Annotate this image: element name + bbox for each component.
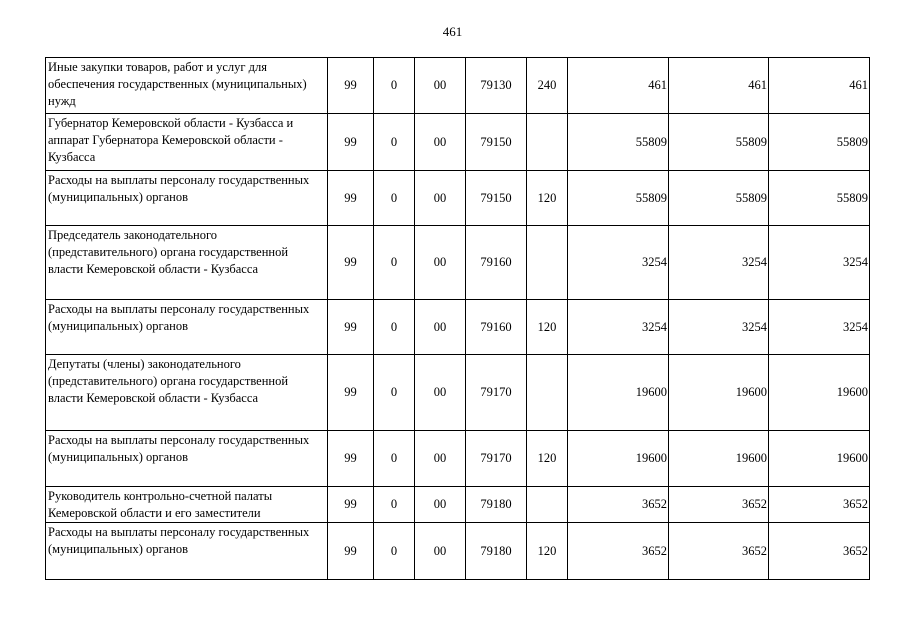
code-cell: 79160 (466, 300, 527, 355)
code-cell: 00 (415, 226, 466, 300)
row-name-cell: Руководитель контрольно-счетной палаты Кемеровской области и его заместители (46, 487, 328, 523)
code-cell: 99 (328, 226, 374, 300)
amount-cell: 461 (769, 58, 870, 114)
budget-table (45, 57, 870, 580)
code-cell: 79180 (466, 487, 527, 523)
amount-cell: 19600 (669, 431, 769, 487)
code-cell: 0 (374, 226, 415, 300)
row-name-cell: Депутаты (члены) законодательного (представительного) органа государственной власти Кемеровской области - Кузбасса (46, 355, 328, 431)
code-cell: 240 (527, 58, 568, 114)
table-row (46, 58, 870, 114)
code-cell: 0 (374, 487, 415, 523)
code-cell: 0 (374, 58, 415, 114)
amount-cell: 19600 (769, 355, 870, 431)
code-cell: 00 (415, 355, 466, 431)
code-cell: 79150 (466, 171, 527, 226)
row-name-cell: Расходы на выплаты персоналу государственных (муниципальных) органов (46, 523, 328, 580)
code-cell: 0 (374, 300, 415, 355)
code-cell: 00 (415, 487, 466, 523)
code-cell: 79150 (466, 114, 527, 171)
code-cell: 0 (374, 355, 415, 431)
row-name-cell: Председатель законодательного (представительного) органа государственной власти Кемеровской области - Кузбасса (46, 226, 328, 300)
amount-cell: 3254 (669, 226, 769, 300)
code-cell: 99 (328, 300, 374, 355)
code-cell: 99 (328, 431, 374, 487)
code-cell: 120 (527, 431, 568, 487)
amount-cell: 461 (568, 58, 669, 114)
code-cell: 0 (374, 114, 415, 171)
table-row (46, 431, 870, 487)
code-cell: 79180 (466, 523, 527, 580)
amount-cell: 55809 (769, 114, 870, 171)
amount-cell: 3254 (769, 300, 870, 355)
code-cell: 0 (374, 171, 415, 226)
code-cell: 120 (527, 171, 568, 226)
code-cell: 0 (374, 523, 415, 580)
amount-cell: 55809 (669, 114, 769, 171)
code-cell (527, 487, 568, 523)
table-row (46, 355, 870, 431)
code-cell: 00 (415, 431, 466, 487)
amount-cell: 19600 (769, 431, 870, 487)
code-cell: 00 (415, 300, 466, 355)
amount-cell: 3254 (669, 300, 769, 355)
amount-cell: 55809 (669, 171, 769, 226)
amount-cell: 55809 (568, 171, 669, 226)
code-cell (527, 355, 568, 431)
amount-cell: 3254 (568, 226, 669, 300)
code-cell: 99 (328, 355, 374, 431)
amount-cell: 55809 (568, 114, 669, 171)
row-name-cell: Расходы на выплаты персоналу государственных (муниципальных) органов (46, 171, 328, 226)
table-row (46, 171, 870, 226)
code-cell: 00 (415, 523, 466, 580)
amount-cell: 461 (669, 58, 769, 114)
table-row (46, 226, 870, 300)
code-cell: 99 (328, 171, 374, 226)
amount-cell: 3652 (769, 523, 870, 580)
code-cell: 99 (328, 523, 374, 580)
amount-cell: 19600 (568, 431, 669, 487)
code-cell: 79170 (466, 355, 527, 431)
page-number: 461 (442, 24, 463, 39)
row-name-cell: Расходы на выплаты персоналу государственных (муниципальных) органов (46, 431, 328, 487)
code-cell (527, 226, 568, 300)
code-cell: 99 (328, 487, 374, 523)
amount-cell: 55809 (769, 171, 870, 226)
amount-cell: 3652 (568, 487, 669, 523)
code-cell: 0 (374, 431, 415, 487)
table-row (46, 487, 870, 523)
amount-cell: 3254 (769, 226, 870, 300)
code-cell: 00 (415, 114, 466, 171)
amount-cell: 19600 (568, 355, 669, 431)
code-cell: 120 (527, 523, 568, 580)
amount-cell: 3254 (568, 300, 669, 355)
amount-cell: 3652 (669, 523, 769, 580)
table-row (46, 114, 870, 171)
table-row (46, 300, 870, 355)
row-name-cell: Иные закупки товаров, работ и услуг для обеспечения государственных (муниципальных) нужд (46, 58, 328, 114)
row-name-cell: Расходы на выплаты персоналу государственных (муниципальных) органов (46, 300, 328, 355)
code-cell: 00 (415, 58, 466, 114)
amount-cell: 3652 (568, 523, 669, 580)
code-cell: 00 (415, 171, 466, 226)
row-name-cell: Губернатор Кемеровской области - Кузбасса и аппарат Губернатора Кемеровской области - Кузбасса (46, 114, 328, 171)
code-cell: 99 (328, 58, 374, 114)
code-cell: 79160 (466, 226, 527, 300)
code-cell: 99 (328, 114, 374, 171)
code-cell: 79170 (466, 431, 527, 487)
code-cell: 120 (527, 300, 568, 355)
amount-cell: 3652 (669, 487, 769, 523)
table-row (46, 523, 870, 580)
amount-cell: 3652 (769, 487, 870, 523)
amount-cell: 19600 (669, 355, 769, 431)
code-cell: 79130 (466, 58, 527, 114)
code-cell (527, 114, 568, 171)
